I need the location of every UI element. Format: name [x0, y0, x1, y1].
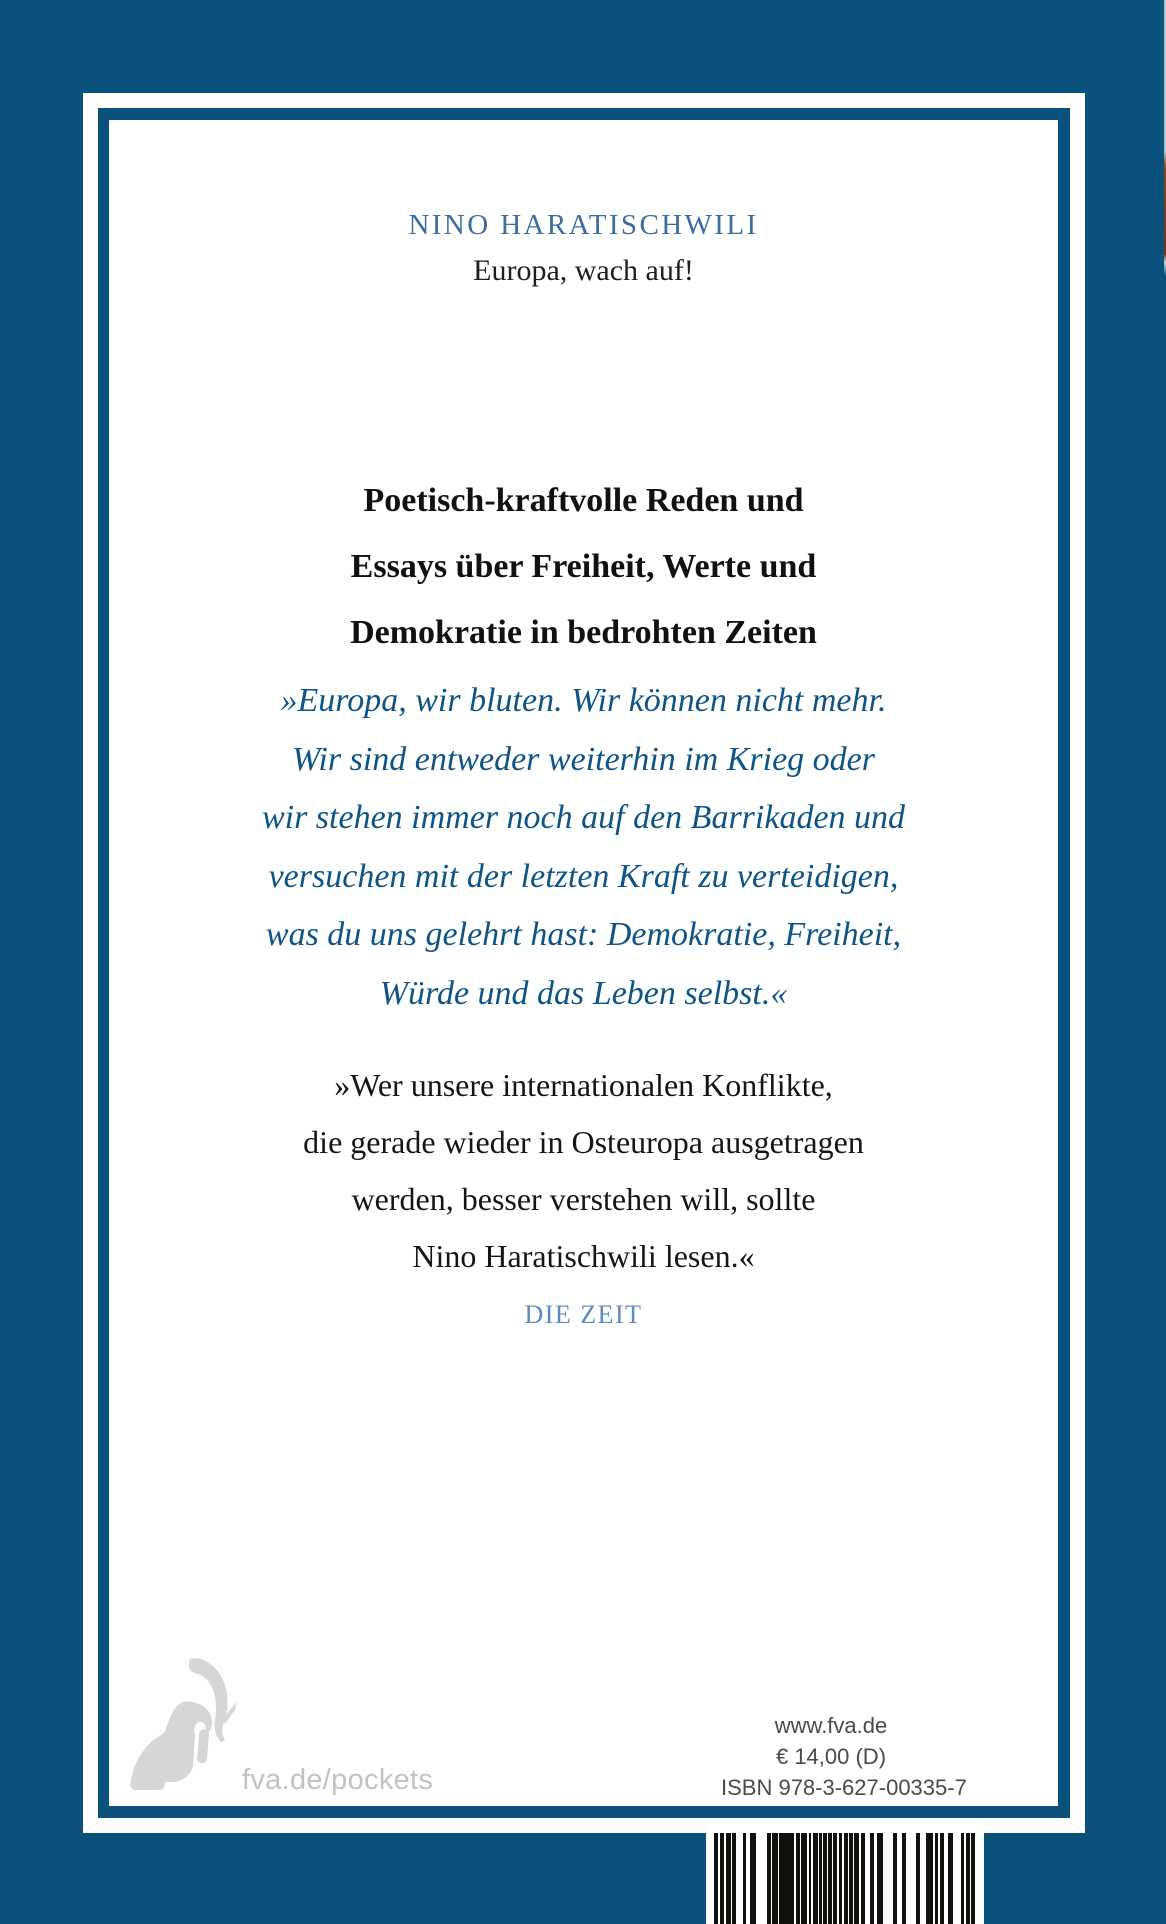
quote-line: »Europa, wir bluten. Wir können nicht mehr. — [280, 682, 887, 719]
subtitle-line: Demokratie in bedrohten Zeiten — [350, 614, 817, 651]
barcode-space — [883, 1833, 893, 1924]
subtitle — [109, 468, 1058, 666]
quote-line: versuchen mit der letzten Kraft zu verteidigen, — [268, 857, 899, 895]
barcode-bar — [971, 1833, 975, 1924]
press-review — [109, 1057, 1058, 1285]
barcode-bar — [926, 1833, 934, 1924]
barcode-space — [953, 1833, 961, 1924]
barcode-bars — [714, 1833, 975, 1924]
review-line: werden, besser verstehen will, sollte — [351, 1181, 816, 1217]
barcode-space — [756, 1833, 768, 1924]
author-name: NINO HARATISCHWILI — [408, 209, 759, 241]
book-title: Europa, wach auf! — [473, 254, 694, 287]
quote-line: Wir sind entweder weiterhin im Krieg oder — [291, 740, 875, 778]
quote-line: Würde und das Leben selbst.« — [379, 974, 788, 1012]
publisher-website[interactable]: www.fva.de — [774, 1713, 888, 1738]
quote-line: was du uns gelehrt hast: Demokratie, Freiheit, — [265, 916, 902, 953]
barcode-space — [906, 1833, 916, 1924]
isbn: ISBN 978-3-627-00335-7 — [721, 1775, 967, 1800]
barcode — [706, 1833, 984, 1924]
subtitle-line: Essays über Freiheit, Werte und — [350, 548, 817, 585]
price: € 14,00 (D) — [775, 1744, 887, 1769]
review-line: »Wer unsere internationalen Konflikte, — [334, 1067, 833, 1103]
elephant-icon — [129, 1656, 244, 1791]
imprint-block — [721, 1710, 967, 1803]
subtitle-line: Poetisch-kraftvolle Reden und — [363, 482, 804, 519]
review-line: die gerade wieder in Osteuropa ausgetragen — [303, 1124, 864, 1160]
review-source: DIE ZEIT — [524, 1300, 643, 1329]
quote-line: wir stehen immer noch auf den Barrikaden und — [261, 799, 906, 836]
barcode-bar — [779, 1833, 795, 1924]
back-cover-panel — [109, 120, 1058, 1806]
pockets-link[interactable]: fva.de/pockets — [242, 1764, 434, 1796]
author-quote — [109, 672, 1058, 1023]
review-line: Nino Haratischwili lesen.« — [412, 1238, 755, 1274]
